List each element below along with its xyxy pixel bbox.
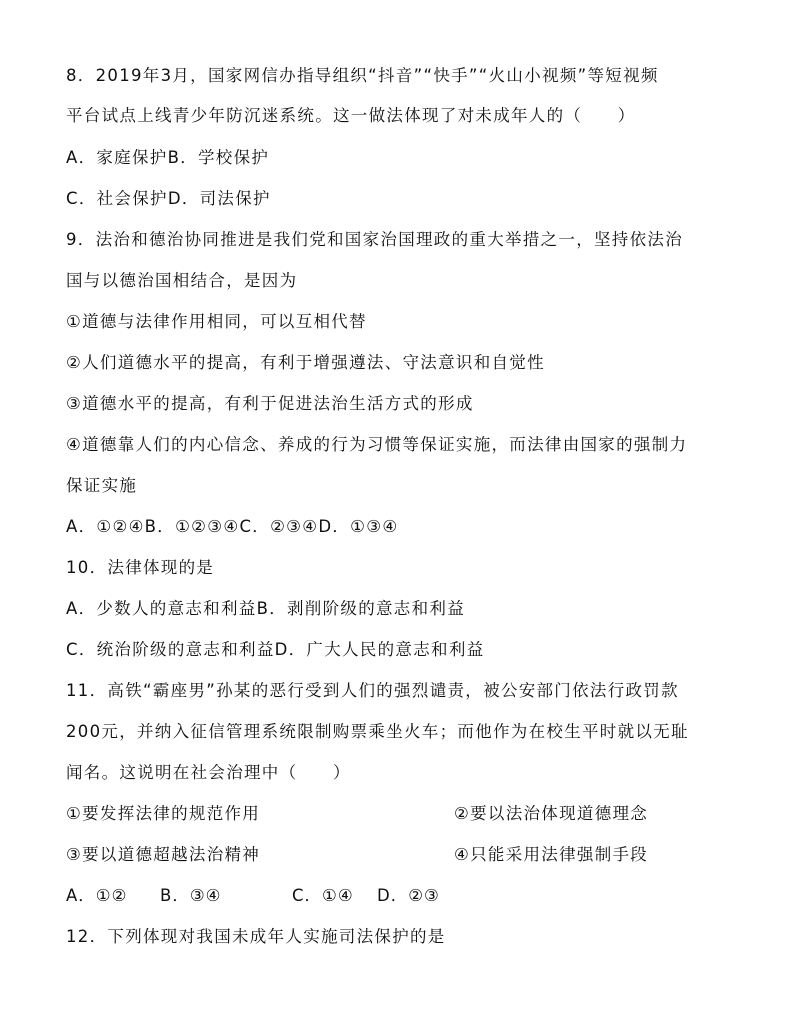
q11-item-3: ③要以道德超越法治精神 bbox=[66, 845, 261, 864]
q9-item-2: ②人们道德水平的提高，有利于增强遵法、守法意识和自觉性 bbox=[66, 353, 545, 372]
q11-option-d: D．②③ bbox=[377, 886, 440, 905]
q9-item-4-line1: ④道德靠人们的内心信念、养成的行为习惯等保证实施，而法律由国家的强制力 bbox=[66, 435, 688, 454]
q11-stem-line1: 11．高铁“霸座男”孙某的恶行受到人们的强烈谴责，被公安部门依法行政罚款 bbox=[66, 681, 679, 700]
q11-option-b: B．③④ bbox=[160, 886, 222, 905]
q11-option-a: A．①② bbox=[66, 886, 128, 905]
q12-stem: 12．下列体现对我国未成年人实施司法保护的是 bbox=[66, 927, 446, 946]
q9-options: A．①②④B．①②③④C．②③④D．①③④ bbox=[66, 517, 399, 536]
q8-options-cd: C．社会保护D．司法保护 bbox=[66, 189, 271, 208]
q8-stem-line2: 平台试点上线青少年防沉迷系统。这一做法体现了对未成年人的（ ） bbox=[66, 106, 636, 125]
q11-stem-line2: 200元，并纳入征信管理系统限制购票乘坐火车；而他作为在校生平时就以无耻 bbox=[66, 722, 689, 741]
q11-item-2: ②要以法治体现道德理念 bbox=[454, 804, 649, 823]
q8-options-ab: A．家庭保护B．学校保护 bbox=[66, 148, 270, 167]
q11-stem-line3: 闻名。这说明在社会治理中（ ） bbox=[66, 763, 351, 782]
q9-stem-line1: 9．法治和德治协同推进是我们党和国家治国理政的重大举措之一，坚持依法治 bbox=[66, 230, 683, 249]
q11-item-4: ④只能采用法律强制手段 bbox=[454, 845, 649, 864]
q8-stem-line1: 8．2019年3月，国家网信办指导组织“抖音”“快手”“火山小视频”等短视频 bbox=[66, 66, 659, 85]
q10-options-ab: A．少数人的意志和利益B．剥削阶级的意志和利益 bbox=[66, 599, 466, 618]
q9-item-4-line2: 保证实施 bbox=[66, 476, 138, 495]
q11-item-1: ①要发挥法律的规范作用 bbox=[66, 804, 261, 823]
q10-stem: 10．法律体现的是 bbox=[66, 558, 215, 577]
q10-options-cd: C．统治阶级的意志和利益D．广大人民的意志和利益 bbox=[66, 640, 485, 659]
q9-stem-line2: 国与以德治国相结合，是因为 bbox=[66, 271, 298, 290]
q9-item-1: ①道德与法律作用相同，可以互相代替 bbox=[66, 312, 367, 331]
q9-item-3: ③道德水平的提高，有利于促进法治生活方式的形成 bbox=[66, 394, 474, 413]
q11-option-c: C．①④ bbox=[292, 886, 354, 905]
